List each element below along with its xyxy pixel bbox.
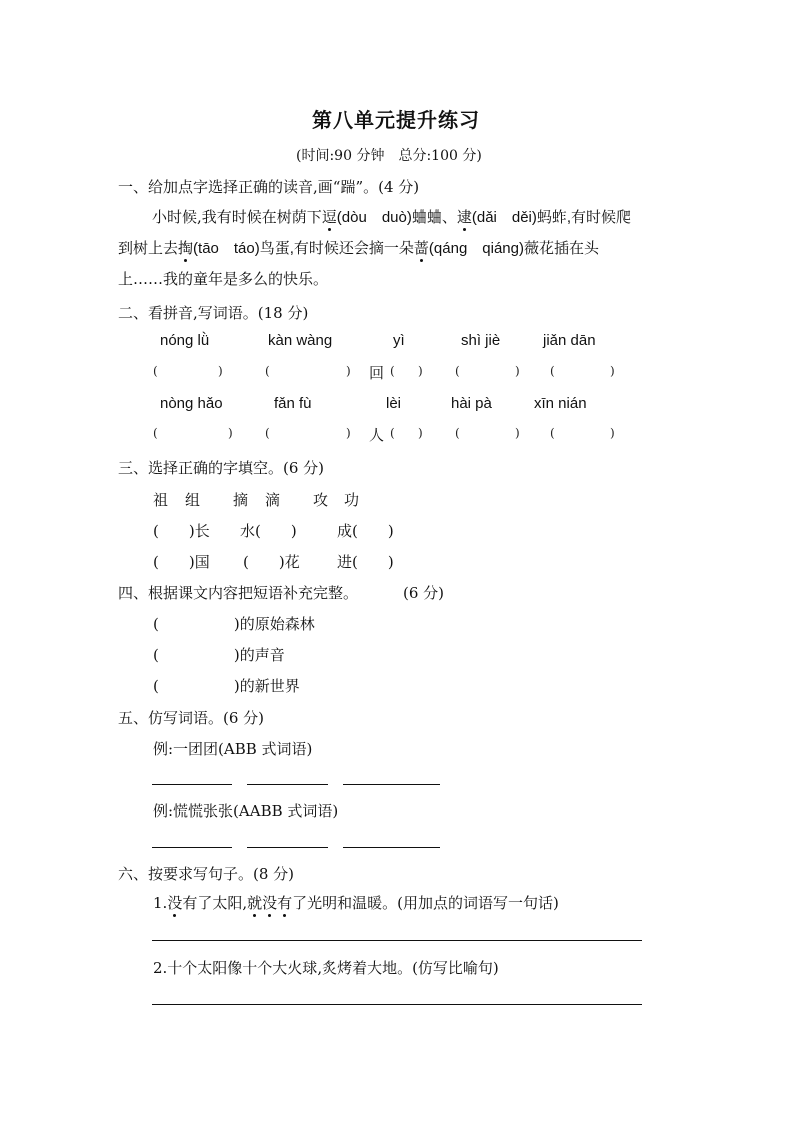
pinyin-label: kàn wàng xyxy=(268,332,333,349)
given-char: 回 xyxy=(369,364,385,382)
answer-blank-close: ) xyxy=(515,426,520,440)
fill-blank[interactable]: ( )花 xyxy=(243,553,300,571)
phrase-blank[interactable]: ( )的原始森林 xyxy=(153,615,315,633)
pinyin-choice[interactable]: (qáng qiáng)薇花插在头 xyxy=(428,240,599,257)
pinyin-label: shì jiè xyxy=(461,332,501,349)
answer-blank[interactable]: ( xyxy=(390,364,395,378)
choice-char: 祖 xyxy=(153,491,169,509)
answer-line[interactable] xyxy=(247,847,328,848)
answer-blank-close: ) xyxy=(610,364,615,378)
pinyin-label: xīn nián xyxy=(534,395,587,412)
answer-blank-close: ) xyxy=(418,364,423,378)
dotted-char: 逮 xyxy=(456,208,472,226)
answer-blank[interactable]: ( xyxy=(550,426,555,440)
question-1 xyxy=(153,892,559,913)
answer-blank[interactable]: ( xyxy=(265,426,270,440)
answer-blank-close: ) xyxy=(218,364,223,378)
answer-blank[interactable]: ( xyxy=(153,364,158,378)
example-2: 例:慌慌张张(AABB 式词语) xyxy=(153,802,339,820)
dotted-char: 逗 xyxy=(321,208,337,226)
choice-char: 攻 xyxy=(313,491,329,509)
pinyin-label: nóng lǜ xyxy=(160,332,210,349)
answer-line[interactable] xyxy=(152,784,232,785)
pinyin-label: nòng hǎo xyxy=(160,395,223,412)
answer-blank-close: ) xyxy=(346,364,351,378)
answer-blank[interactable]: ( xyxy=(455,364,460,378)
pinyin-choice[interactable]: (tāo táo)鸟蛋,有时候还会摘一朵 xyxy=(193,240,414,257)
dotted-char: 有 xyxy=(277,894,293,912)
section-1-heading-text: 一、给加点字选择正确的读音,画“ xyxy=(118,178,341,196)
text: 小时候,我有时候在树荫下 xyxy=(152,208,322,226)
phrase-blank[interactable]: ( )的声音 xyxy=(153,646,285,664)
pinyin-choice[interactable]: (dǎi děi)蚂蚱,有时候爬 xyxy=(471,209,632,226)
answer-blank[interactable]: ( xyxy=(153,426,158,440)
dotted-char: 没 xyxy=(262,894,278,912)
pinyin-label: hài pà xyxy=(451,395,492,412)
dotted-char: 没 xyxy=(167,894,183,912)
choice-char: 摘 xyxy=(233,491,249,509)
fill-blank[interactable]: 水( ) xyxy=(240,522,297,540)
phrase-blank[interactable]: ( )的新世界 xyxy=(153,677,300,695)
section-6-heading: 六、按要求写句子。(8 分) xyxy=(118,865,295,883)
dotted-char: 就 xyxy=(247,894,263,912)
pinyin-label: fǎn fù xyxy=(274,395,312,412)
fill-blank[interactable]: ( )长 xyxy=(153,522,210,540)
answer-line[interactable] xyxy=(343,784,440,785)
fill-blank[interactable]: 进( ) xyxy=(337,553,394,571)
fill-blank[interactable]: ( )国 xyxy=(153,553,210,571)
section-1-line-3: 上……我的童年是多么的快乐。 xyxy=(118,270,329,288)
section-1-mark-symbol: 踹 xyxy=(340,178,356,196)
section-1-heading xyxy=(118,176,419,197)
page-title: 第八单元提升练习 xyxy=(312,108,480,132)
dotted-char: 掏 xyxy=(178,239,194,257)
page-subtitle: (时间:90 分钟 总分:100 分) xyxy=(296,148,482,164)
answer-blank-close: ) xyxy=(346,426,351,440)
text: 有了太阳, xyxy=(182,894,248,912)
answer-blank-close: ) xyxy=(418,426,423,440)
pinyin-choice[interactable]: (dòu duò)蛐蛐、 xyxy=(336,209,457,226)
text: 到树上去 xyxy=(118,239,179,257)
section-1-line-1 xyxy=(152,206,631,227)
text: 了光明和温暖。(用加点的词语写一句话) xyxy=(292,894,559,912)
answer-blank[interactable]: ( xyxy=(265,364,270,378)
pinyin-label: lèi xyxy=(386,395,402,412)
answer-blank[interactable]: ( xyxy=(550,364,555,378)
answer-blank-close: ) xyxy=(610,426,615,440)
dotted-char: 蔷 xyxy=(413,239,429,257)
section-4-heading: 四、根据课文内容把短语补充完整。 xyxy=(118,584,359,602)
section-3-heading: 三、选择正确的字填空。(6 分) xyxy=(118,459,325,477)
section-2-heading: 二、看拼音,写词语。(18 分) xyxy=(118,304,309,322)
answer-line[interactable] xyxy=(343,847,440,848)
question-2: 2.十个太阳像十个大火球,炙烤着大地。(仿写比喻句) xyxy=(153,959,499,977)
section-4-score: (6 分) xyxy=(403,584,445,602)
choice-char: 滴 xyxy=(265,491,281,509)
section-1-line-2 xyxy=(118,237,599,258)
choice-char: 功 xyxy=(344,491,360,509)
text: 1. xyxy=(153,894,168,912)
answer-line[interactable] xyxy=(247,784,328,785)
pinyin-label: yì xyxy=(393,332,405,349)
answer-blank-close: ) xyxy=(515,364,520,378)
answer-blank-close: ) xyxy=(228,426,233,440)
answer-line[interactable] xyxy=(152,1004,642,1005)
answer-blank[interactable]: ( xyxy=(390,426,395,440)
answer-line[interactable] xyxy=(152,847,232,848)
choice-char: 组 xyxy=(185,491,201,509)
section-1-heading-tail: ”。(4 分) xyxy=(355,178,420,196)
answer-line[interactable] xyxy=(152,940,642,941)
given-char: 人 xyxy=(369,426,385,444)
section-5-heading: 五、仿写词语。(6 分) xyxy=(118,709,265,727)
example-1: 例:一团团(ABB 式词语) xyxy=(153,740,313,758)
answer-blank[interactable]: ( xyxy=(455,426,460,440)
fill-blank[interactable]: 成( ) xyxy=(337,522,394,540)
pinyin-label: jiǎn dān xyxy=(543,332,596,349)
